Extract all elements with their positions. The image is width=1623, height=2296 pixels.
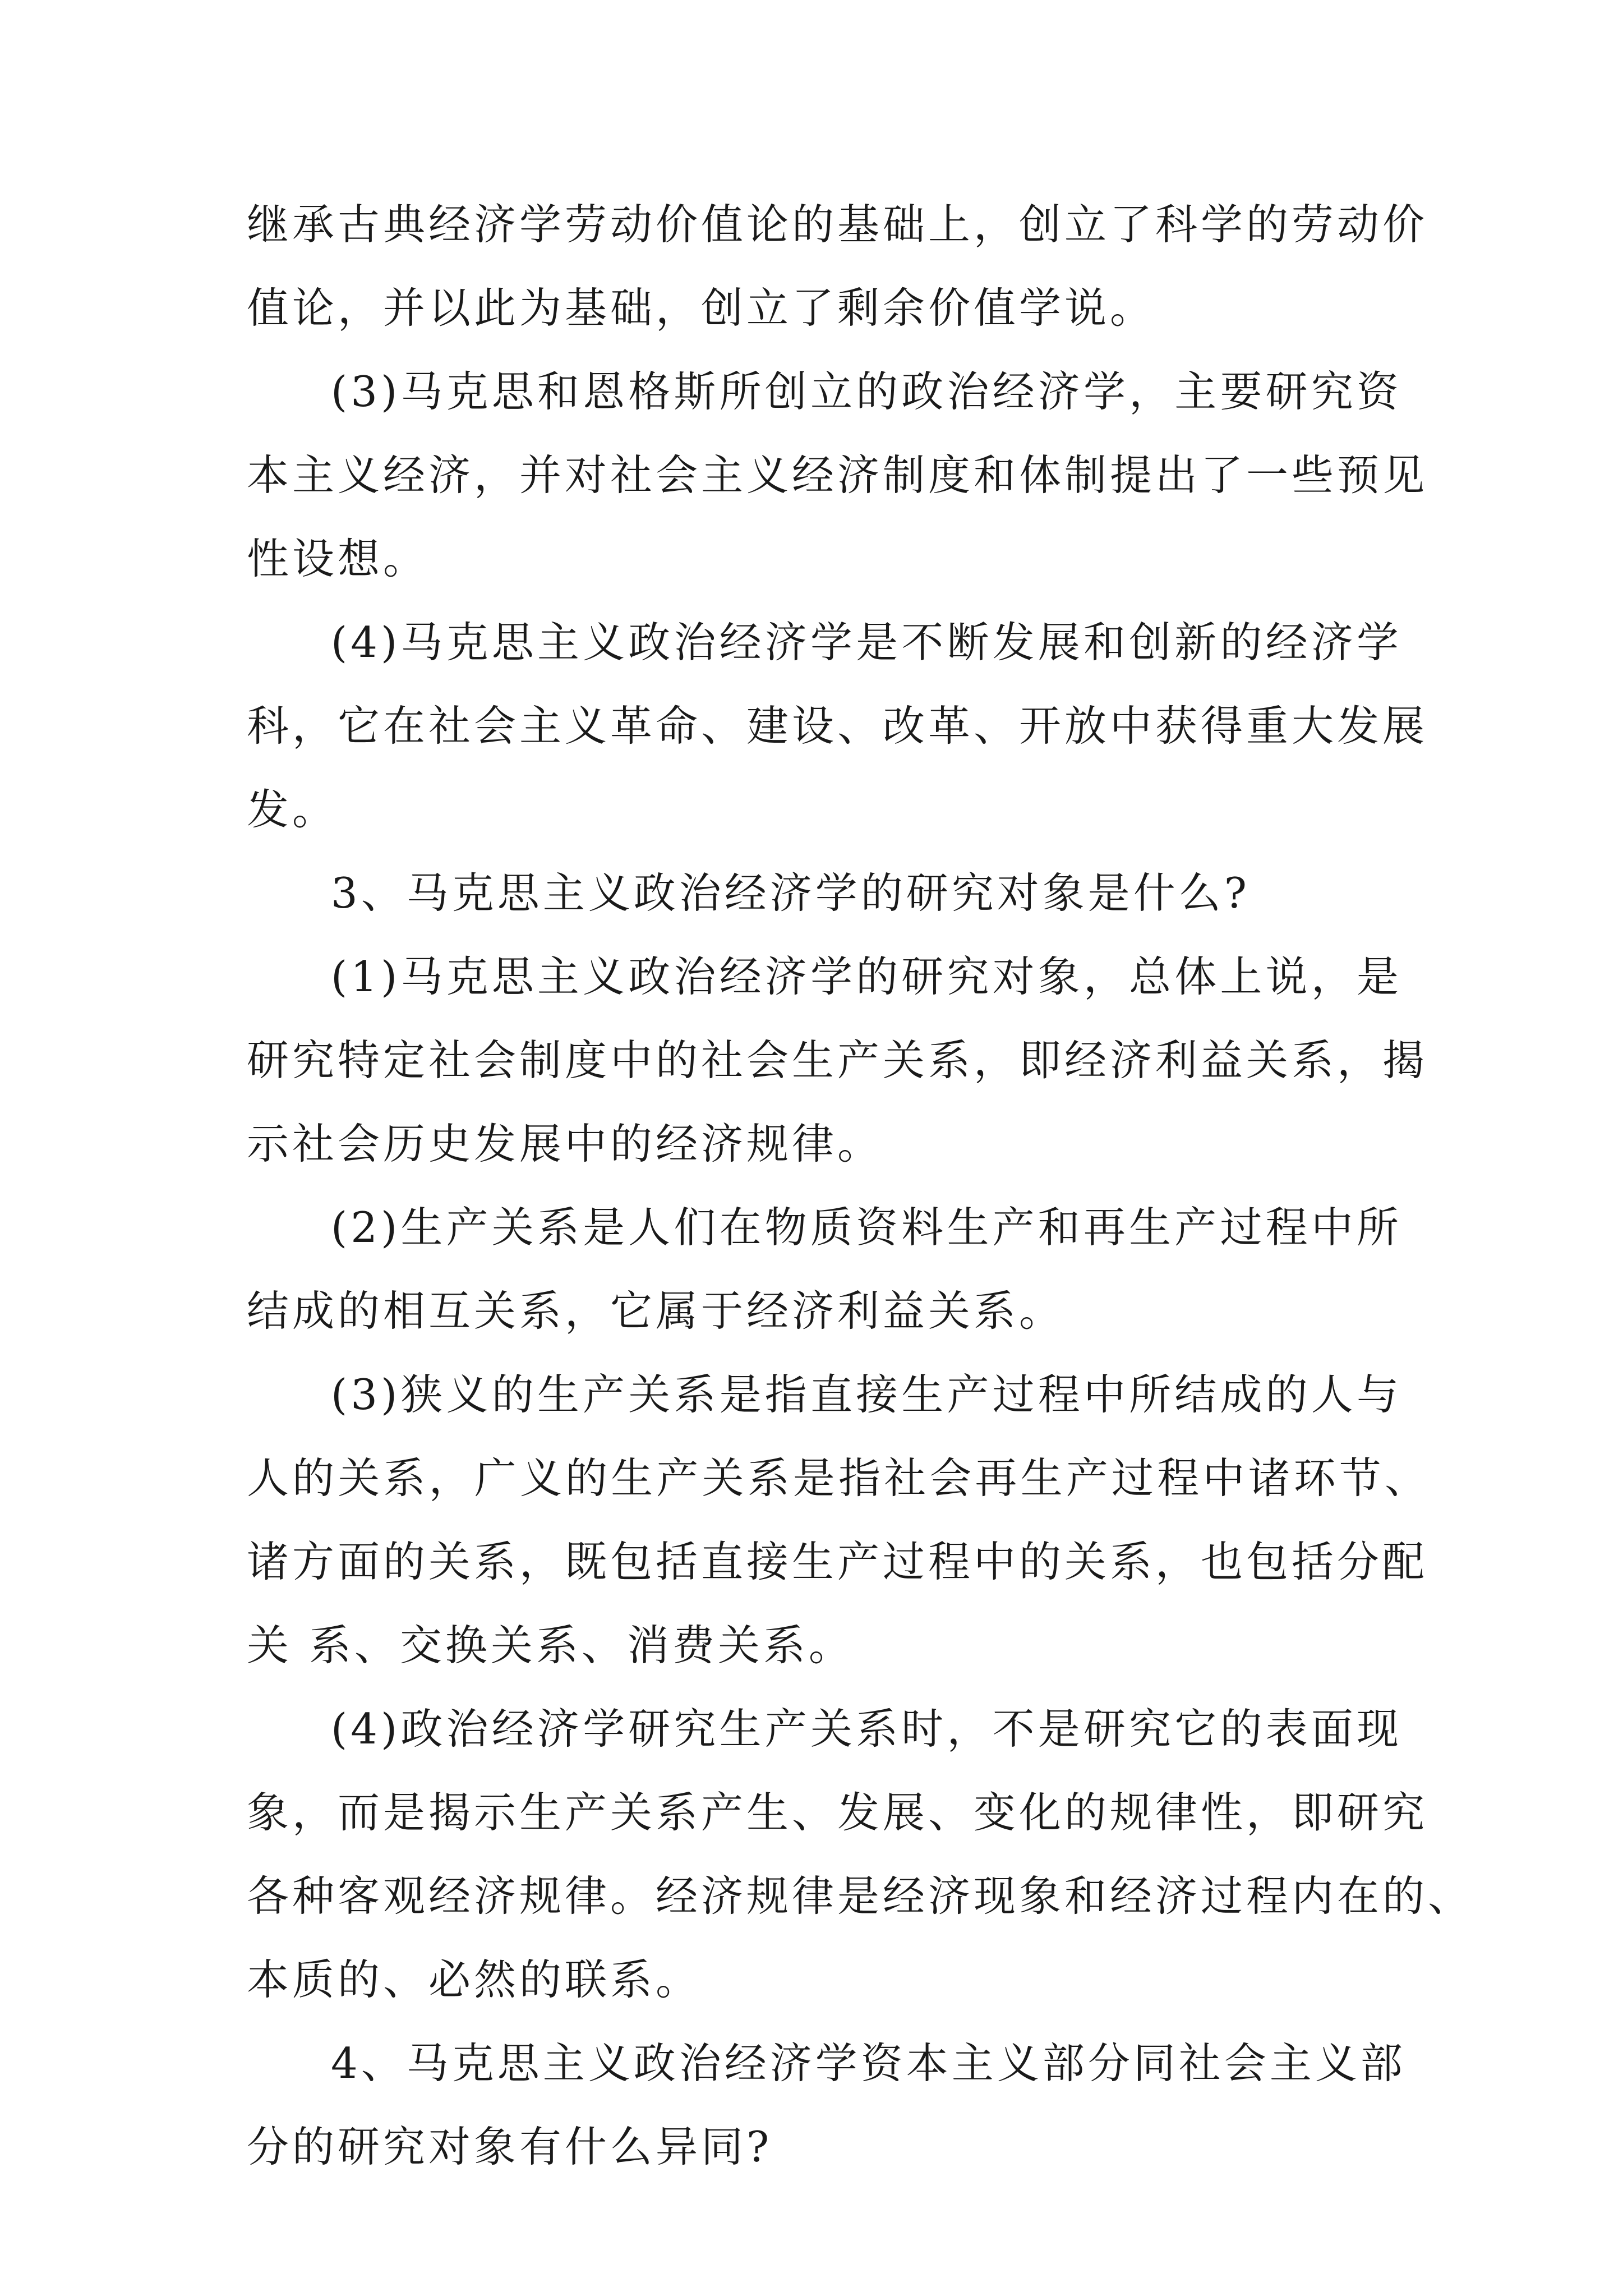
text-line: (1)马克思主义政治经济学的研究对象，总体上说，是 bbox=[331, 952, 1402, 1001]
text-line: 各种客观经济规律。经济规律是经济现象和经济过程内在的、 bbox=[247, 1871, 1474, 1921]
text-line: (4)马克思主义政治经济学是不断发展和创新的经济学 bbox=[331, 618, 1402, 667]
text-line: 性设想。 bbox=[247, 534, 429, 583]
text-line: 本质的、必然的联系。 bbox=[247, 1955, 702, 2004]
text-line: 诸方面的关系，既包括直接生产过程中的关系，也包括分配 bbox=[247, 1537, 1428, 1586]
text-line: 示社会历史发展中的经济规律。 bbox=[247, 1119, 883, 1168]
text-line: 象，而是揭示生产关系产生、发展、变化的规律性，即研究 bbox=[247, 1788, 1428, 1837]
text-line: 值论，并以此为基础，创立了剩余价值学说。 bbox=[247, 283, 1156, 333]
text-line: 人的关系，广义的生产关系是指社会再生产过程中诸环节、 bbox=[247, 1453, 1430, 1503]
section-heading: 4、马克思主义政治经济学资本主义部分同社会主义部 bbox=[331, 2039, 1406, 2088]
text-line: (3)狭义的生产关系是指直接生产过程中所结成的人与 bbox=[331, 1370, 1402, 1419]
text-line: 本主义经济，并对社会主义经济制度和体制提出了一些预见 bbox=[247, 450, 1428, 500]
text-line: 关 系、交换关系、消费关系。 bbox=[247, 1621, 854, 1670]
text-line: (2)生产关系是人们在物质资料生产和再生产过程中所 bbox=[331, 1203, 1402, 1252]
text-line: 研究特定社会制度中的社会生产关系，即经济利益关系，揭 bbox=[247, 1036, 1428, 1085]
section-heading: 3、马克思主义政治经济学的研究对象是什么? bbox=[331, 868, 1250, 918]
section-heading-continued: 分的研究对象有什么异同? bbox=[247, 2122, 773, 2171]
text-line: 科，它在社会主义革命、建设、改革、开放中获得重大发展 bbox=[247, 701, 1428, 751]
text-line: (3)马克思和恩格斯所创立的政治经济学，主要研究资 bbox=[331, 367, 1402, 416]
text-line: 发。 bbox=[247, 785, 338, 834]
text-line: 结成的相互关系，它属于经济利益关系。 bbox=[247, 1286, 1065, 1336]
text-line: 继承古典经济学劳动价值论的基础上，创立了科学的劳动价 bbox=[247, 200, 1428, 249]
text-line: (4)政治经济学研究生产关系时，不是研究它的表面现 bbox=[331, 1704, 1402, 1754]
